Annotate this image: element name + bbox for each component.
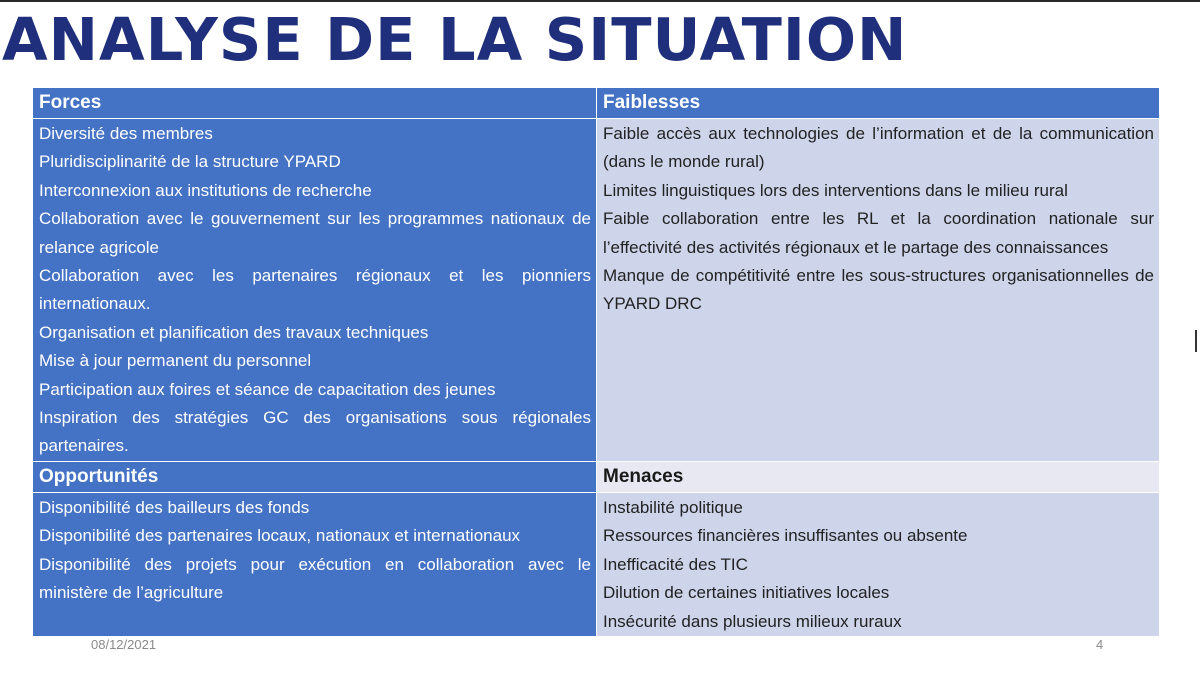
faiblesses-item: Limites linguistiques lors des interventions dans le milieu rural [603, 180, 1068, 200]
swot-body-row-bottom [33, 492, 1160, 636]
opportunites-list [33, 493, 596, 608]
forces-item: Inspiration des stratégies GC des organisations sous régionales partenaires. [39, 408, 591, 456]
forces-item: Interconnexion aux institutions de recherche [39, 180, 372, 200]
forces-item: Collaboration avec le gouvernement sur les programmes nationaux de relance agricole [39, 209, 591, 257]
menaces-item: Instabilité politique [603, 497, 743, 517]
faiblesses-list [597, 119, 1159, 319]
forces-item: Pluridisciplinarité de la structure YPARD [39, 152, 341, 172]
menaces-item: Ressources financières insuffisantes ou absente [603, 526, 968, 546]
forces-item: Organisation et planification des travaux techniques [39, 322, 429, 342]
menaces-list [597, 493, 1159, 636]
window-resize-edge[interactable] [1195, 330, 1197, 352]
opportunites-heading: Opportunités [33, 461, 597, 492]
forces-heading: Forces [33, 88, 597, 119]
opportunites-item: Disponibilité des partenaires locaux, nationaux et internationaux [39, 526, 521, 546]
opportunites-item: Disponibilité des projets pour exécution en collaboration avec le ministère de l’agriculture [39, 554, 591, 603]
forces-cell [33, 119, 597, 462]
slide-page-number: 4 [1096, 637, 1104, 652]
slide-title: ANALYSE DE LA SITUATION [2, 5, 908, 74]
swot-header-row-top [33, 88, 1160, 119]
menaces-cell [597, 492, 1160, 636]
swot-body-row-top [33, 119, 1160, 462]
menaces-item: Dilution de certaines initiatives locales [603, 583, 890, 603]
faiblesses-heading: Faiblesses [597, 88, 1160, 119]
forces-item: Participation aux foires et séance de capacitation des jeunes [39, 379, 496, 399]
faiblesses-cell [597, 119, 1160, 462]
slide-date: 08/12/2021 [91, 637, 157, 652]
faiblesses-item: Faible collaboration entre les RL et la coordination nationale sur l’effectivité des activités régionaux et le partage des connaissances [603, 209, 1154, 257]
swot-header-row-bottom [33, 461, 1160, 492]
forces-list [33, 119, 596, 461]
forces-item: Collaboration avec les partenaires régionaux et les pionniers internationaux. [39, 266, 591, 314]
faiblesses-item: Manque de compétitivité entre les sous-structures organisationnelles de YPARD DRC [603, 266, 1154, 314]
swot-table [32, 87, 1160, 637]
faiblesses-item: Faible accès aux technologies de l’information et de la communication (dans le monde rural) [603, 124, 1154, 172]
forces-item: Diversité des membres [39, 124, 213, 143]
menaces-heading: Menaces [597, 461, 1160, 492]
window-top-border [0, 0, 1200, 2]
forces-item: Mise à jour permanent du personnel [39, 351, 312, 371]
menaces-item: Inefficacité des TIC [603, 554, 748, 574]
opportunites-item: Disponibilité des bailleurs des fonds [39, 497, 310, 517]
opportunites-cell [33, 492, 597, 636]
menaces-item: Insécurité dans plusieurs milieux ruraux [603, 611, 902, 631]
